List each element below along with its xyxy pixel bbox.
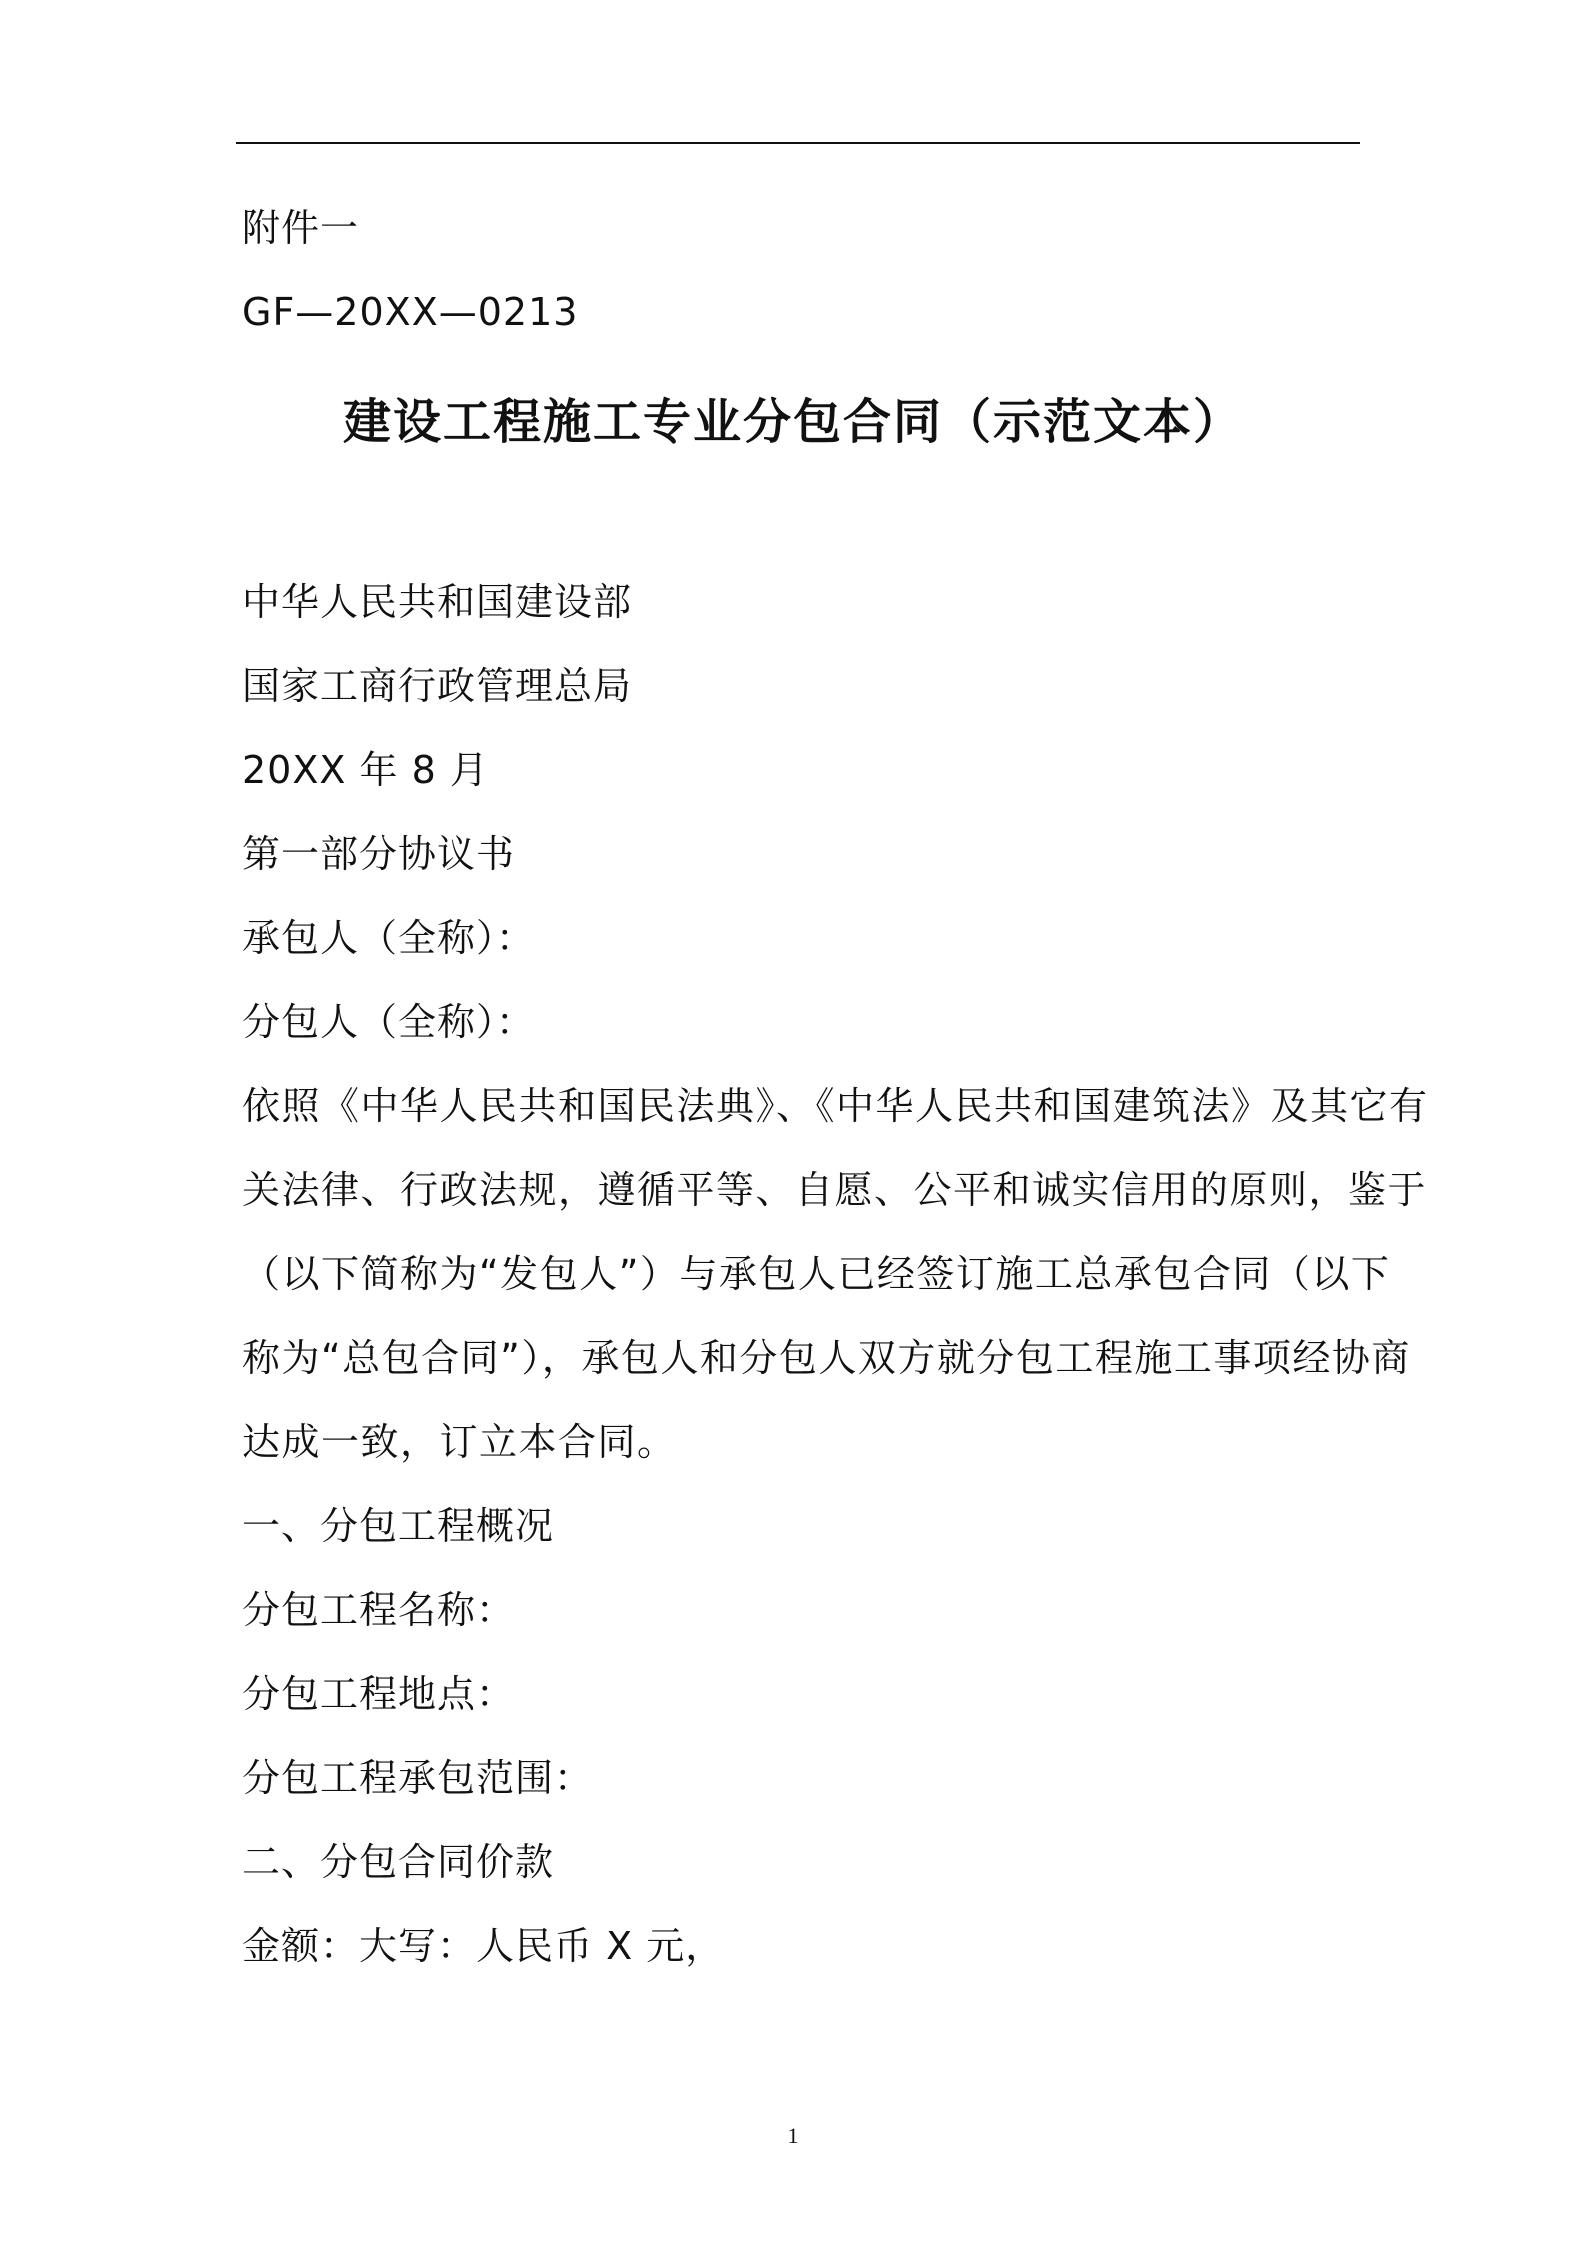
contractor-field: 承包人（全称）： <box>242 916 536 960</box>
project-scope-field: 分包工程承包范围： <box>242 1756 594 1800</box>
issuer-administration: 国家工商行政管理总局 <box>242 664 633 708</box>
preamble-line: 称为“总包合同”），承包人和分包人双方就分包工程施工事项经协商 <box>242 1336 1411 1380</box>
issuer-ministry: 中华人民共和国建设部 <box>242 580 633 624</box>
amount-field: 金额：大写：人民币 X 元， <box>242 1924 725 1968</box>
header-rule <box>236 142 1360 144</box>
preamble-line: 达成一致，订立本合同。 <box>242 1420 677 1464</box>
project-location-field: 分包工程地点： <box>242 1672 516 1716</box>
page-number: 1 <box>787 2123 799 2148</box>
issue-date: 20XX 年 8 月 <box>242 748 489 792</box>
part-heading: 第一部分协议书 <box>242 832 516 876</box>
project-name-field: 分包工程名称： <box>242 1588 516 1632</box>
document-code: GF—20XX—0213 <box>242 290 579 334</box>
section-2-heading: 二、分包合同价款 <box>242 1840 555 1884</box>
preamble-line: 关法律、行政法规，遵循平等、自愿、公平和诚实信用的原则，鉴于 <box>242 1168 1428 1212</box>
document-title: 建设工程施工专业分包合同（示范文本） <box>342 394 1243 450</box>
preamble-line: （以下简称为“发包人”）与承包人已经签订施工总承包合同（以下 <box>242 1252 1391 1296</box>
section-1-heading: 一、分包工程概况 <box>242 1504 555 1548</box>
subcontractor-field: 分包人（全称）： <box>242 1000 536 1044</box>
attachment-label: 附件一 <box>242 206 360 250</box>
preamble-line: 依照《中华人民共和国民法典》、《中华人民共和国建筑法》及其它有 <box>242 1084 1429 1128</box>
